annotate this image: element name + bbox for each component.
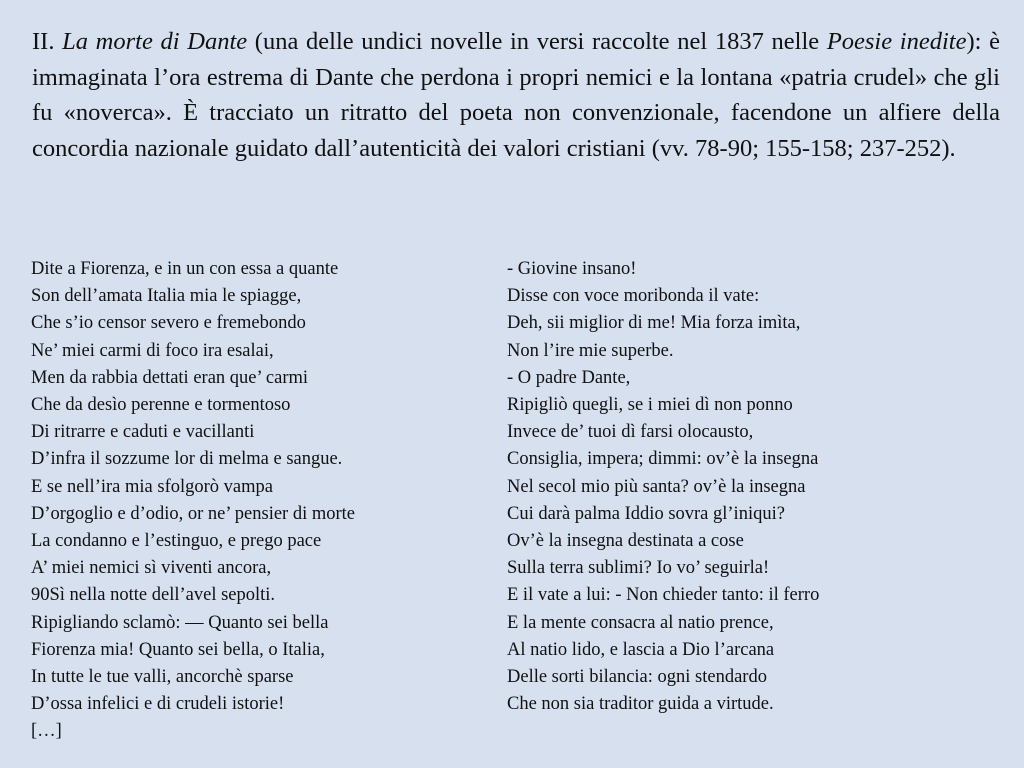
poem-line: Deh, sii miglior di me! Mia forza imìta,: [507, 313, 801, 334]
poem-line: E il vate a lui: - Non chieder tanto: il ferro: [507, 585, 820, 606]
work-title: La morte di Dante: [62, 28, 248, 55]
poem-line: Che s’io censor severo e fremebondo: [31, 313, 306, 334]
poem-line: Ne’ miei carmi di foco ira esalai,: [31, 340, 274, 361]
poem-line: - O padre Dante,: [507, 367, 631, 388]
poem-line: E la mente consacra al natio prence,: [507, 612, 774, 633]
poem-line: A’ miei nemici sì viventi ancora,: [31, 558, 272, 579]
intro-text-2: ): è immaginata l’ora estrema di Dante che perdona i propri nemici e la lontana «patria crudel» che gli fu «noverca». È tracciato un ritratto del poeta non convenzionale, facendone un alfiere della concordia nazionale guidato dall’autenticità dei valori cristiani (vv. 78-90; 155-158; 237-252).: [32, 28, 1000, 162]
poem-line: La condanno e l’estinguo, e prego pace: [31, 531, 322, 552]
poem-line: Al natio lido, e lascia a Dio l’arcana: [507, 639, 775, 660]
poem-line: - Giovine insano!: [507, 259, 637, 279]
poem-line: Che non sia traditor guida a virtude.: [507, 694, 774, 715]
poem-line: Men da rabbia dettati eran que’ carmi: [31, 367, 309, 388]
poem-line: D’infra il sozzume lor di melma e sangue.: [31, 449, 343, 470]
poem-line: Ov’è la insegna destinata a cose: [507, 531, 744, 552]
poem-line: Dite a Fiorenza, e in un con essa a quante: [31, 259, 339, 279]
poem-line: Nel secol mio più santa? ov’è la insegna: [507, 476, 806, 497]
book-title: Poesie inedite: [826, 28, 967, 55]
intro-prefix: II.: [32, 28, 63, 55]
poem-line: D’orgoglio e d’odio, or ne’ pensier di morte: [31, 503, 356, 524]
poem-line: Disse con voce moribonda il vate:: [507, 286, 760, 307]
poem-line: Son dell’amata Italia mia le spiagge,: [31, 286, 302, 307]
poem-line: 90Sì nella notte dell’avel sepolti.: [31, 585, 276, 606]
poem-line: Cui darà palma Iddio sovra gl’iniqui?: [507, 503, 785, 524]
poem-line: Delle sorti bilancia: ogni stendardo: [507, 667, 767, 688]
poem-right-column: [507, 256, 987, 718]
poem-line: Ripigliando sclamò: — Quanto sei bella: [31, 612, 329, 633]
poem-line: Consiglia, impera; dimmi: ov’è la insegna: [507, 449, 819, 470]
poem-line: Ripigliò quegli, se i miei dì non ponno: [507, 395, 793, 416]
poem-line: Sulla terra sublimi? Io vo’ seguirla!: [507, 558, 770, 579]
poem-line: E se nell’ira mia sfolgorò vampa: [31, 476, 273, 497]
poem-line: Non l’ire mie superbe.: [507, 340, 674, 361]
poem-left-column: [31, 256, 471, 746]
poem-line: Di ritrarre e caduti e vacillanti: [31, 422, 255, 443]
poem-line: Invece de’ tuoi dì farsi olocausto,: [507, 422, 754, 443]
poem-line: Che da desìo perenne e tormentoso: [31, 395, 291, 416]
intro-paragraph: [32, 24, 1000, 166]
poem-line: […]: [31, 721, 62, 742]
poem-line: D’ossa infelici e di crudeli istorie!: [31, 694, 285, 715]
poem-line: Fiorenza mia! Quanto sei bella, o Italia,: [31, 639, 325, 660]
intro-text-1: (una delle undici novelle in versi raccolte nel 1837 nelle: [247, 28, 827, 55]
poem-line: In tutte le tue valli, ancorchè sparse: [31, 667, 294, 688]
